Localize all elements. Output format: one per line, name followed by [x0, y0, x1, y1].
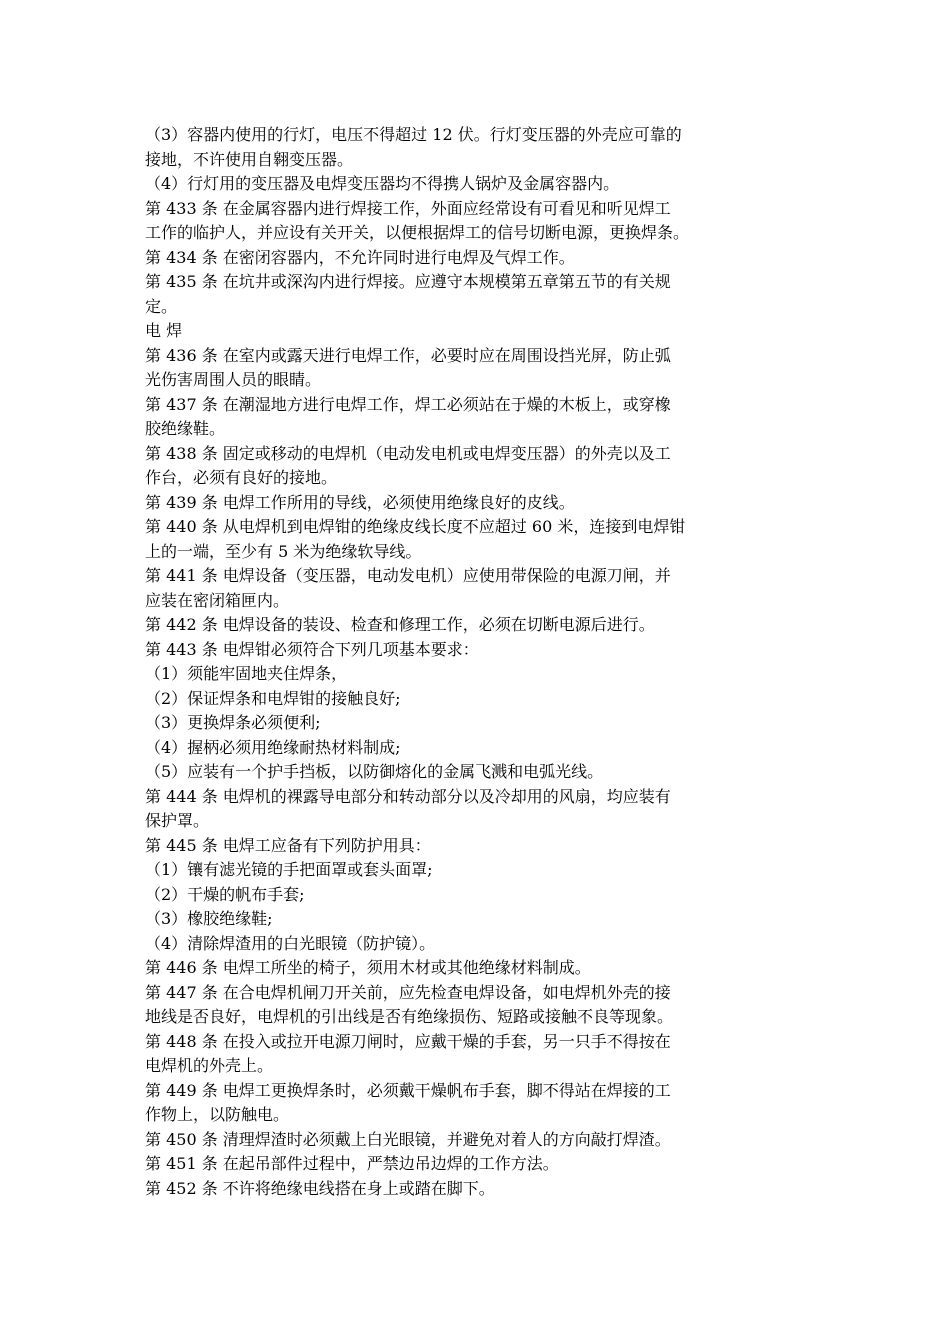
text-line: 第 435 条 在坑井或深沟内进行焊接。应遵守本规模第五章第五节的有关规	[145, 272, 671, 291]
text-line: 第 448 条 在投入或拉开电源刀闸时，应戴干燥的手套，另一只手不得按在	[145, 1031, 671, 1051]
text-line: 定。	[145, 296, 178, 316]
text-line: （1）须能牢固地夹住焊条，	[145, 664, 348, 683]
text-line: 第 447 条 在合电焊机闸刀开关前，应先检查电焊设备，如电焊机外壳的接	[145, 982, 671, 1002]
text-line: 第 446 条 电焊工所坐的椅子，须用木材或其他绝缘材料制成。	[145, 958, 591, 977]
text-line: 工作的临护人，并应设有关开关，以便根据焊工的信号切断电源，更换焊条。	[145, 223, 690, 242]
text-line: 第 436 条 在室内或露天进行电焊工作，必要时应在周围设挡光屏，防止弧	[145, 345, 671, 365]
text-line: 第 440 条 从电焊机到电焊钳的绝缘皮线长度不应超过 60 米，连接到电焊钳	[145, 517, 686, 536]
text-line: （1）镶有滤光镜的手把面罩或套头面罩;	[145, 860, 433, 879]
text-line: 地线是否良好，电焊机的引出线是否有绝缘损伤、短路或接触不良等现象。	[145, 1007, 674, 1026]
section-heading: 电 焊	[145, 321, 183, 340]
text-line: 第 445 条 电焊工应备有下列防护用具：	[145, 835, 431, 855]
text-line: 第 452 条 不许将绝缘电线搭在身上或踏在脚下。	[145, 1178, 495, 1198]
text-line: 光伤害周围人员的眼睛。	[145, 370, 322, 389]
text-line: 第 441 条 电焊设备（变压器，电动发电机）应使用带保险的电源刀闸，并	[145, 566, 671, 585]
text-line: （3）橡胶绝缘鞋;	[145, 909, 273, 928]
text-line: 上的一端，至少有 5 米为绝缘软导线。	[145, 541, 422, 561]
text-line: 第 443 条 电焊钳必须符合下列几项基本要求：	[145, 639, 479, 659]
text-line: 胶绝缘鞋。	[145, 419, 226, 438]
text-line: （5）应装有一个护手挡板，以防御熔化的金属飞溅和电弧光线。	[145, 762, 604, 781]
text-line: 电焊机的外壳上。	[145, 1056, 274, 1075]
text-line: 第 438 条 固定或移动的电焊机（电动发电机或电焊变压器）的外壳以及工	[145, 443, 671, 463]
text-line: （3）容器内使用的行灯，电压不得超过 12 伏。行灯变压器的外壳应可靠的	[145, 125, 682, 144]
text-line: 应装在密闭箱匣内。	[145, 590, 290, 610]
text-line: （4）清除焊渣用的白光眼镜（防护镜）。	[145, 933, 436, 953]
text-line: 作台，必须有良好的接地。	[145, 468, 338, 487]
text-line: 保护罩。	[145, 811, 210, 830]
text-line: 第 451 条 在起吊部件过程中，严禁边吊边焊的工作方法。	[145, 1154, 559, 1173]
text-line: 第 433 条 在金属容器内进行焊接工作，外面应经常设有可看见和听见焊工	[145, 198, 671, 218]
text-line: 第 444 条 电焊机的裸露导电部分和转动部分以及冷却用的风扇，均应装有	[145, 786, 671, 806]
text-line: （2）保证焊条和电焊钳的接触良好;	[145, 688, 401, 708]
text-line: 第 434 条 在密闭容器内，不允许同时进行电焊及气焊工作。	[145, 247, 575, 267]
text-line: （4）握柄必须用绝缘耐热材料制成;	[145, 737, 401, 757]
text-line: 作物上，以防触电。	[145, 1105, 290, 1124]
text-line: （4）行灯用的变压器及电焊变压器均不得携人锅炉及金属容器内。	[145, 174, 620, 193]
text-line: 接地，不许使用自翱变压器。	[145, 149, 354, 169]
text-line: （3）更换焊条必须便利;	[145, 713, 321, 732]
text-line: 第 449 条 电焊工更换焊条时，必须戴干燥帆布手套，脚不得站在焊接的工	[145, 1080, 671, 1100]
text-line: 第 439 条 电焊工作所用的导线，必须使用绝缘良好的皮线。	[145, 492, 575, 512]
text-line: （2）干燥的帆布手套;	[145, 884, 305, 904]
text-line: 第 450 条 清理焊渣时必须戴上白光眼镜，并避免对着人的方向敲打焊渣。	[145, 1129, 671, 1149]
document-body	[145, 123, 795, 1201]
text-line: 第 437 条 在潮湿地方进行电焊工作，焊工必须站在于燥的木板上，或穿橡	[145, 394, 671, 414]
text-line: 第 442 条 电焊设备的装设、检查和修理工作，必须在切断电源后进行。	[145, 615, 655, 634]
